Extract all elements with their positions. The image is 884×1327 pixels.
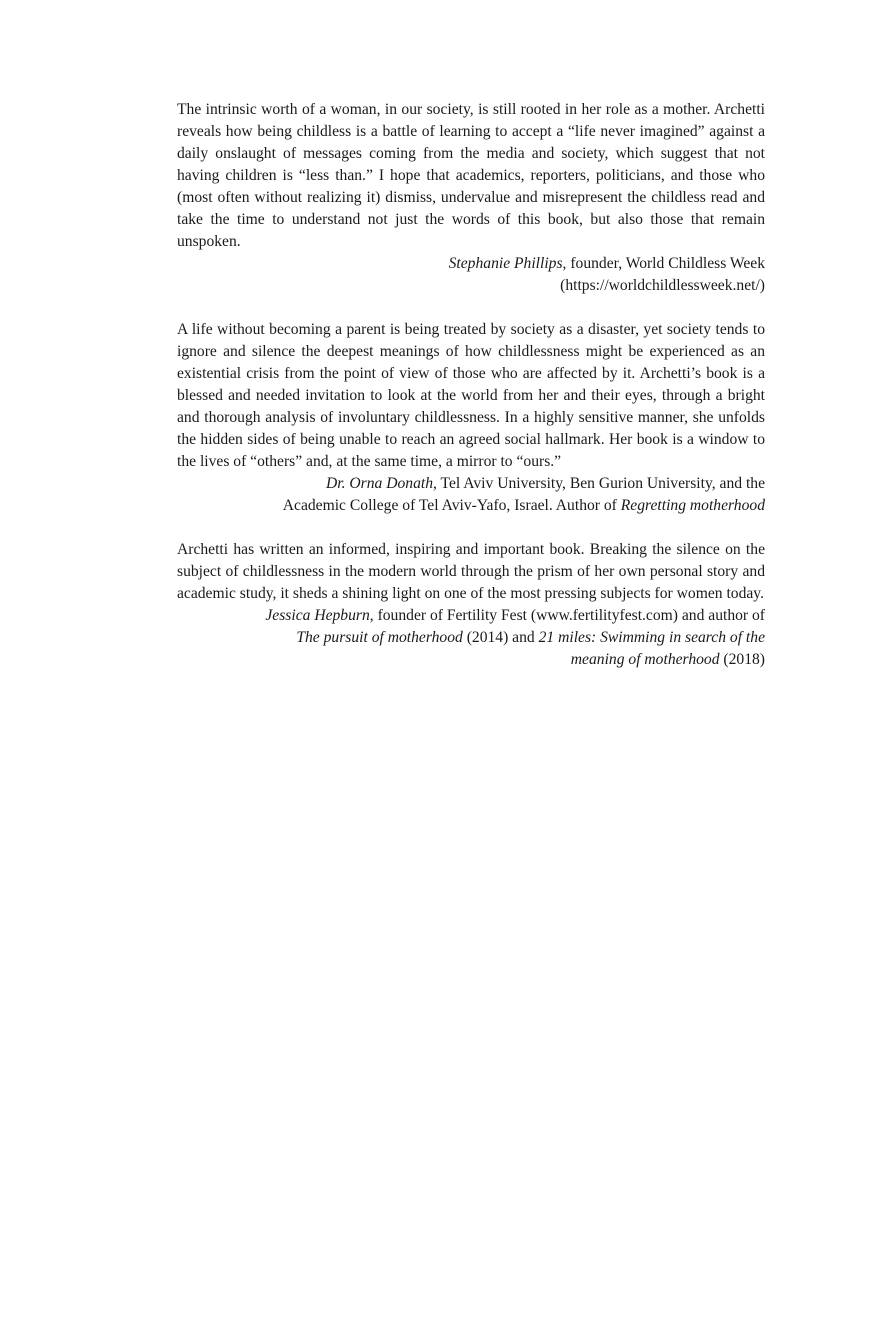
attribution-connector: (2014) and bbox=[462, 629, 539, 646]
endorsement-attribution bbox=[177, 605, 765, 671]
attribution-line bbox=[177, 605, 765, 627]
endorsement-text: A life without becoming a parent is being treated by society as a disaster, yet society tends to ignore and silence the deepest meanings of how childlessness might be experienced as an existential crisis from the point of view of those who are affected by it. Archetti’s book is a blessed and needed invitation to look at the world from her and their eyes, through a bright and thorough analysis of involuntary childlessness. In a highly sensitive manner, she unfolds the hidden sides of being unable to reach an agreed social hallmark. Her book is a window to the lives of “others” and, at the same time, a mirror to “ours.” bbox=[177, 321, 765, 470]
endorsement-donath bbox=[177, 319, 765, 517]
endorsement-text: The intrinsic worth of a woman, in our society, is still rooted in her role as a mother. Archetti reveals how being childless is a battle of learning to accept a “life never imagined” against a daily onslaught of messages coming from the media and society, which suggest that not having children is “less than.” I hope that academics, reporters, politicians, and those who (most often without realizing it) dismiss, undervalue and misrepresent the childless read and take the time to understand not just the words of this book, but also those that remain unspoken. bbox=[177, 101, 765, 250]
endorser-affiliation: , founder, World Childless Week bbox=[562, 255, 765, 272]
attribution-line bbox=[177, 649, 765, 671]
endorser-website: (https://worldchildlessweek.net/) bbox=[560, 277, 765, 294]
attribution-line bbox=[177, 473, 765, 495]
attribution-line bbox=[177, 495, 765, 517]
endorser-name: Stephanie Phillips bbox=[448, 255, 563, 272]
endorsement-hepburn bbox=[177, 539, 765, 671]
book-title: The pursuit of motherhood bbox=[296, 629, 463, 646]
endorsement-attribution bbox=[177, 473, 765, 517]
endorser-affiliation: , Tel Aviv University, Ben Gurion University, and the bbox=[433, 475, 765, 492]
endorsement-text: Archetti has written an informed, inspiring and important book. Breaking the silence on the subject of childlessness in the modern world through the prism of her own personal story and academic study, it sheds a shining light on one of the most pressing subjects for women today. bbox=[177, 541, 765, 602]
endorser-name: Dr. Orna Donath bbox=[326, 475, 434, 492]
endorsements-page bbox=[177, 99, 765, 693]
book-title: 21 miles: Swimming in search of the bbox=[538, 629, 765, 646]
endorser-name: Jessica Hepburn bbox=[265, 607, 370, 624]
endorsement-phillips bbox=[177, 99, 765, 297]
book-title: Regretting motherhood bbox=[620, 497, 765, 514]
book-title-cont: meaning of motherhood bbox=[570, 651, 720, 668]
publication-year: (2018) bbox=[719, 651, 765, 668]
endorsement-attribution bbox=[177, 253, 765, 297]
attribution-line bbox=[177, 627, 765, 649]
endorser-affiliation: , founder of Fertility Fest (www.fertilityfest.com) and author of bbox=[369, 607, 765, 624]
endorser-affiliation-cont: Academic College of Tel Aviv-Yafo, Israel. Author of bbox=[282, 497, 621, 514]
attribution-line bbox=[177, 253, 765, 275]
